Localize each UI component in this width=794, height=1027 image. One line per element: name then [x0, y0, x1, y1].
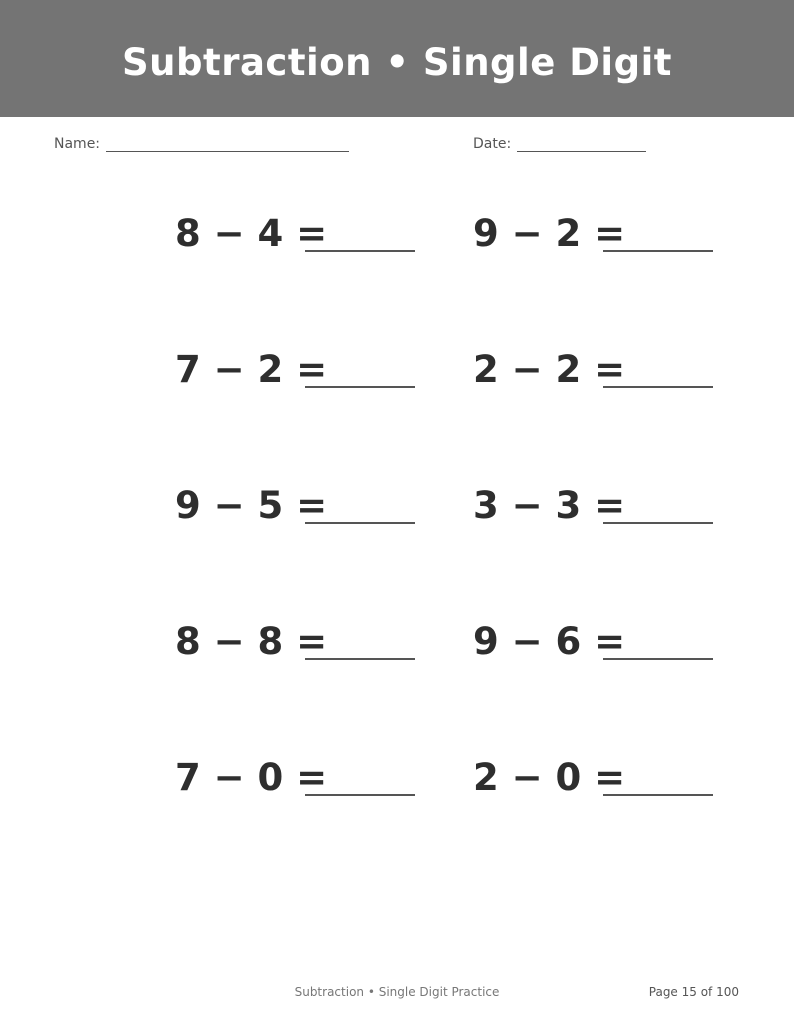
problem-10	[473, 756, 733, 816]
problem-7	[175, 620, 435, 680]
problem-2	[473, 212, 733, 272]
date-label: Date:	[473, 136, 512, 152]
answer-line[interactable]	[305, 658, 415, 660]
answer-line[interactable]	[305, 250, 415, 252]
answer-line[interactable]	[603, 658, 713, 660]
answer-line[interactable]	[603, 250, 713, 252]
problem-text: 9 − 5 =	[175, 484, 328, 527]
problem-text: 8 − 8 =	[175, 620, 328, 663]
answer-line[interactable]	[305, 386, 415, 388]
date-field-line[interactable]	[517, 151, 646, 152]
problem-5	[175, 484, 435, 544]
answer-line[interactable]	[603, 794, 713, 796]
page-number: Page 15 of 100	[648, 985, 739, 999]
answer-line[interactable]	[305, 522, 415, 524]
problem-4	[473, 348, 733, 408]
worksheet-header	[0, 0, 794, 117]
problem-text: 7 − 0 =	[175, 756, 328, 799]
problem-text: 9 − 6 =	[473, 620, 626, 663]
problem-text: 3 − 3 =	[473, 484, 626, 527]
problem-text: 8 − 4 =	[175, 212, 328, 255]
problem-text: 9 − 2 =	[473, 212, 626, 255]
page-title: Subtraction • Single Digit	[122, 41, 672, 84]
problem-6	[473, 484, 733, 544]
answer-line[interactable]	[305, 794, 415, 796]
problem-text: 7 − 2 =	[175, 348, 328, 391]
problem-8	[473, 620, 733, 680]
problem-9	[175, 756, 435, 816]
problem-3	[175, 348, 435, 408]
problem-1	[175, 212, 435, 272]
answer-line[interactable]	[603, 386, 713, 388]
problem-text: 2 − 0 =	[473, 756, 626, 799]
footer-title: Subtraction • Single Digit Practice	[294, 985, 500, 999]
name-field-line[interactable]	[106, 151, 349, 152]
problem-text: 2 − 2 =	[473, 348, 626, 391]
answer-line[interactable]	[603, 522, 713, 524]
name-label: Name:	[54, 136, 101, 152]
